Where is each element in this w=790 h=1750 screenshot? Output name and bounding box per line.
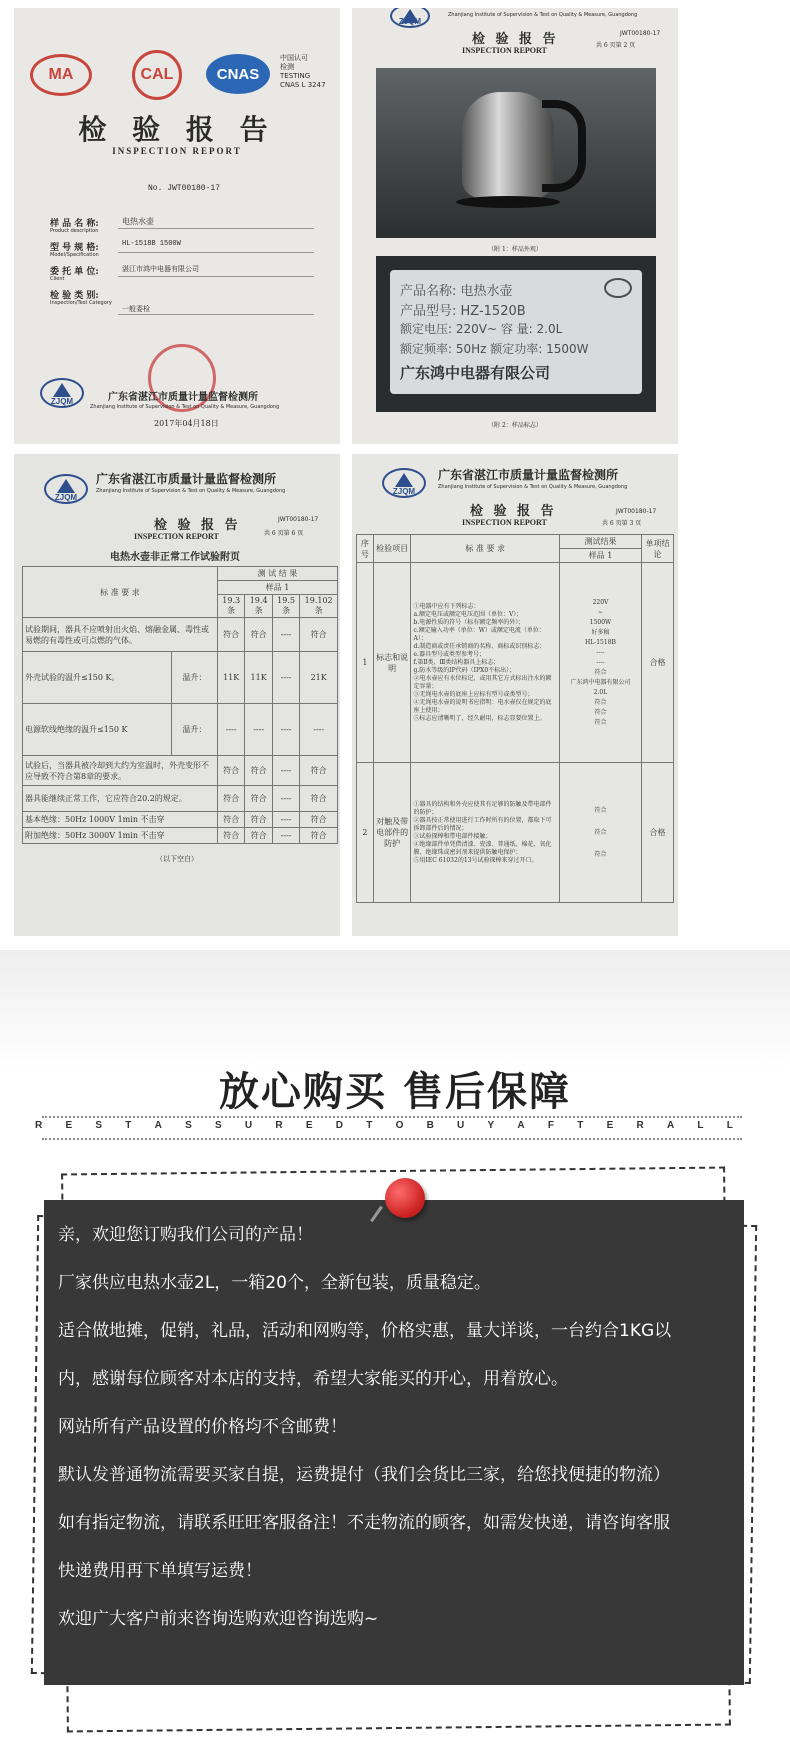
plate-line-voltage: 额定电压: 220V~ 容 量: 2.0L <box>400 322 563 336</box>
req-cell: 试验期间，器具不应喷射出火焰、熔融金属、毒性或易燃的有毒性或可点燃的气体。 <box>23 618 218 652</box>
result-value: 符合 <box>594 668 607 676</box>
kettle-base <box>456 196 560 208</box>
subtitle-letter: E <box>65 1120 75 1131</box>
verdict-cell: 合格 <box>642 563 674 763</box>
value-cell: 符合 <box>300 812 338 828</box>
ccc-mark-icon <box>604 278 632 298</box>
notice-line: 厂家供应电热水壶2L，一箱20个，全新包装，质量稳定。 <box>58 1273 491 1293</box>
header-sample: 样品 1 <box>217 581 337 595</box>
value-cell: 符合 <box>300 756 338 786</box>
table-row <box>23 618 338 652</box>
notice-line: 快递费用再下单填写运费！ <box>58 1561 262 1581</box>
subtitle-letter: Y <box>487 1120 497 1131</box>
subtitle-letter: A <box>666 1120 677 1131</box>
institute-name: 广东省湛江市质量计量监督检测所 <box>438 468 619 482</box>
institute-name-en: Zhanjiang Institute of Supervision & Test on Quality & Measure, Guangdong <box>90 404 280 410</box>
header-result: 测 试 结 果 <box>217 567 337 581</box>
field-value-product: 电热水壶 <box>122 217 154 226</box>
result-value: 1500W <box>589 618 612 626</box>
subtitle-letter: T <box>366 1120 375 1131</box>
subtitle-letter: S <box>215 1120 224 1131</box>
page-title-en: INSPECTION REPORT <box>134 532 219 541</box>
req-cell: 基本绝缘：50Hz 1000V 1min 不击穿 <box>23 812 218 828</box>
field-label-en-model: Model/Specification <box>50 252 99 258</box>
result-value: 广东鸿中电器有限公司 <box>570 678 631 686</box>
header-std: 标 准 要 求 <box>23 567 218 618</box>
req-cell: 外壳试验的温升≤150 K。 <box>23 652 172 704</box>
photo-caption-1: （附 1：样品外观） <box>488 246 542 253</box>
req-cell: 附加绝缘：50Hz 3000V 1min 不击穿 <box>23 828 218 844</box>
field-value-client: 湛江市鸿中电器有限公司 <box>122 265 199 273</box>
plate-line-model: 产品型号: HZ-1520B <box>400 304 526 319</box>
header-no: 序号 <box>357 535 374 563</box>
zjqm-logo: ZJQM <box>44 474 88 504</box>
page-count: 共 6 页第 6 页 <box>264 530 304 537</box>
result-value: 220V <box>592 598 609 606</box>
subtitle-letter: D <box>335 1120 345 1131</box>
photo-caption-2: （附 2：样品标志） <box>488 422 542 429</box>
field-underline <box>118 228 314 229</box>
clause-cell: 19.4条 <box>245 595 272 618</box>
result-value: 符合 <box>594 806 607 814</box>
page-title-en: INSPECTION REPORT <box>462 518 547 527</box>
subtitle-letter: T <box>125 1120 134 1131</box>
result-value: 符合 <box>594 718 607 726</box>
zjqm-logo: ZJQM <box>382 468 426 498</box>
notice-line: 默认发普通物流需要买家自提，运费提付（我们会货比三家，给您找便捷的物流） <box>58 1465 670 1485</box>
result-cell <box>559 763 641 903</box>
field-value-model: HL-1518B 1500W <box>122 240 181 248</box>
field-label-en-category: Inspection/Test Category <box>50 300 112 306</box>
guarantee-title: 放心购买 售后保障 <box>219 1069 571 1115</box>
value-cell: 符合 <box>217 812 244 828</box>
req-cell: 试验后，当器具被冷却到大约为室温时，外壳变形不应导致不符合第8章的要求。 <box>23 756 218 786</box>
subtitle-letter: T <box>577 1120 586 1131</box>
table-row <box>23 828 338 844</box>
page-title: 检 验 报 告 <box>470 504 557 519</box>
value-cell: ---- <box>272 756 299 786</box>
page-count: 共 6 页第 2 页 <box>596 42 636 49</box>
report-cover-photo <box>14 8 340 444</box>
field-label-en-client: Client <box>50 276 65 282</box>
cnas-cert-text: 中国认可 检测 TESTING CNAS L 3247 <box>280 54 326 89</box>
pushpin-icon <box>385 1178 425 1218</box>
result-value: 好多稿 <box>591 628 610 636</box>
page-report-no: JWT00180-17 <box>278 516 319 523</box>
table-header-row <box>357 535 674 549</box>
page-header-en: Zhanjiang Institute of Supervision & Test on Quality & Measure, Guangdong <box>448 12 638 18</box>
notice-line: 亲，欢迎您订购我们公司的产品！ <box>58 1225 313 1245</box>
page-count: 共 6 页第 3 页 <box>602 520 642 527</box>
zjqm-logo: ZJQM <box>40 378 84 408</box>
result-value: ---- <box>596 648 605 656</box>
abnormal-test-table <box>22 566 338 844</box>
field-label-en-product: Product description <box>50 228 99 234</box>
sub-cell: 温升： <box>172 704 218 756</box>
notice-line: 适合做地摊，促销，礼品，活动和网购等，价格实惠，量大详谈，一台约合1KG以 <box>58 1321 672 1341</box>
plate-line-name: 产品名称: 电热水壶 <box>400 284 513 299</box>
field-label-category: 检 验 类 别: <box>50 291 99 301</box>
value-cell: 21K <box>300 652 338 704</box>
field-value-category: 一般委检 <box>122 305 150 313</box>
kettle-photo <box>376 68 656 238</box>
institute-name-en: Zhanjiang Institute of Supervision & Test on Quality & Measure, Guangdong <box>96 488 286 494</box>
notice-line: 内，感谢每位顾客对本店的支持，希望大家能买的开心，用着放心。 <box>58 1369 568 1389</box>
subtitle-letter: L <box>697 1120 706 1131</box>
rating-plate-photo <box>376 256 656 412</box>
marking-test-table <box>356 534 674 903</box>
notice-line: 网站所有产品设置的价格均不含邮费！ <box>58 1417 347 1437</box>
result-value: 符合 <box>594 698 607 706</box>
value-cell: ---- <box>272 828 299 844</box>
value-cell: ---- <box>272 618 299 652</box>
plate-line-frequency: 额定频率: 50Hz 额定功率: 1500W <box>400 342 589 356</box>
page-title-en: INSPECTION REPORT <box>462 46 547 55</box>
value-cell: 符合 <box>300 828 338 844</box>
report-date: 2017年04月18日 <box>154 419 219 428</box>
no-cell: 2 <box>357 763 374 903</box>
subtitle-letter: E <box>305 1120 315 1131</box>
field-label-product: 样 品 名 称: <box>50 219 99 229</box>
field-label-model: 型 号 规 格: <box>50 243 99 253</box>
field-underline <box>118 276 314 277</box>
value-cell: ---- <box>217 704 244 756</box>
subtitle-letter: E <box>606 1120 616 1131</box>
notice-line: 如有指定物流，请联系旺旺客服备注！不走物流的顾客，如需发快递，请咨询客服 <box>58 1513 670 1533</box>
table-header-row <box>23 567 338 581</box>
value-cell: ---- <box>300 704 338 756</box>
cover-title: 检 验 报 告 <box>78 113 276 146</box>
page-title: 检 验 报 告 <box>472 32 559 47</box>
req-cell: ①电器中应有下列标志： a.额定电压或额定电压范围（单位：V）； b.电源性质的符号（标有额定频率的外）； c.额定输入功率（单位：W）或额定电流（单位：A）； d.制造商或责任承销商的名称、商标或识别标志； e.器具型号或类型参考号； f.第Ⅱ类、Ⅲ类结构器具上标志； g.防水等级的IP代码（IPX0不标出）； ②电水壶应有水位标记，或用其它方式标出注水的额定容量； ③无绳电水壶的底座上应标有型号或类型号； ④无绳电水壶的说明书应指明：电水壶仅在规定的底座上使用； ⑤标志应清晰明了，经久耐用，标志显要位置上。 <box>411 563 559 763</box>
subtitle-letter: O <box>395 1120 406 1131</box>
cnas-logo: CNAS <box>206 54 270 94</box>
table-row <box>357 763 674 903</box>
result-cell <box>559 563 641 763</box>
table-row <box>23 652 338 704</box>
subtitle-letter: U <box>244 1120 255 1131</box>
rating-plate <box>390 270 642 394</box>
subtitle-letter: F <box>547 1120 556 1131</box>
abnormal-test-page <box>14 454 340 936</box>
value-cell: ---- <box>245 704 272 756</box>
value-cell: 11K <box>217 652 244 704</box>
value-cell: 符合 <box>217 756 244 786</box>
req-cell: 电源软线绝缘的温升≤150 K <box>23 704 172 756</box>
value-cell: 11K <box>245 652 272 704</box>
result-value: ---- <box>596 658 605 666</box>
value-cell: 符合 <box>245 812 272 828</box>
result-value: ~ <box>597 608 603 616</box>
subtitle-letter: A <box>154 1120 164 1131</box>
dotted-divider-bottom <box>42 1138 742 1140</box>
field-label-client: 委 托 单 位: <box>50 267 99 277</box>
value-cell: 符合 <box>217 618 244 652</box>
clause-cell: 19.102条 <box>300 595 338 618</box>
institute-name: 广东省湛江市质量计量监督检测所 <box>96 472 277 486</box>
cover-title-en: INSPECTION REPORT <box>112 146 242 156</box>
guarantee-subtitle <box>35 1120 735 1131</box>
sample-photo-page <box>352 8 678 444</box>
cal-seal: CAL <box>132 50 182 100</box>
page-title: 检 验 报 告 <box>154 518 241 533</box>
header-item: 检验项目 <box>373 535 411 563</box>
result-value: HL-1518B <box>585 638 616 646</box>
no-cell: 1 <box>357 563 374 763</box>
dotted-divider-top <box>42 1116 742 1118</box>
header-sample: 样品 1 <box>559 549 641 563</box>
value-cell: 符合 <box>217 828 244 844</box>
cover-report-no: No. JWT00180-17 <box>148 184 221 193</box>
table-row <box>23 812 338 828</box>
value-cell: ---- <box>272 652 299 704</box>
value-cell: 符合 <box>245 828 272 844</box>
result-value: 符合 <box>594 708 607 716</box>
notice-line: 欢迎广大客户前来咨询选购欢迎咨询选购~ <box>58 1609 379 1629</box>
field-underline <box>118 252 314 253</box>
institute-name-en: Zhanjiang Institute of Supervision & Test on Quality & Measure, Guangdong <box>438 484 628 490</box>
value-cell: ---- <box>272 812 299 828</box>
item-cell: 标志和说明 <box>373 563 411 763</box>
verdict-cell: 合格 <box>642 763 674 903</box>
value-cell: ---- <box>272 786 299 812</box>
blank-footer: （以下空白） <box>156 855 198 863</box>
field-underline <box>118 314 314 315</box>
page-report-no: JWT00180-17 <box>616 508 657 515</box>
req-cell: 器具能继续正常工作，它应符合20.2的规定。 <box>23 786 218 812</box>
subtitle-letter: S <box>185 1120 194 1131</box>
value-cell: 符合 <box>245 786 272 812</box>
result-value: 符合 <box>594 828 607 836</box>
header-verdict: 单项结论 <box>642 535 674 563</box>
subtitle-letter: U <box>457 1120 467 1131</box>
marking-test-page <box>352 454 678 936</box>
table-row <box>23 756 338 786</box>
page-subtitle: 电热水壶非正常工作试验附页 <box>110 552 240 563</box>
ma-seal: MA <box>30 54 92 96</box>
value-cell: 符合 <box>245 756 272 786</box>
value-cell: 符合 <box>300 618 338 652</box>
value-cell: 符合 <box>245 618 272 652</box>
clause-cell: 19.5条 <box>272 595 299 618</box>
plate-line-maker: 广东鸿中电器有限公司 <box>400 364 551 382</box>
value-cell: 符合 <box>217 786 244 812</box>
subtitle-letter: R <box>35 1120 45 1131</box>
header-result: 测试结果 <box>559 535 641 549</box>
subtitle-letter: B <box>426 1120 436 1131</box>
subtitle-letter: S <box>95 1120 105 1131</box>
institute-name: 广东省湛江市质量计量监督检测所 <box>108 392 258 403</box>
subtitle-letter: A <box>517 1120 527 1131</box>
subtitle-letter: R <box>275 1120 285 1131</box>
subtitle-letter: L <box>726 1120 735 1131</box>
kettle-body <box>462 92 554 198</box>
subtitle-letter: R <box>636 1120 646 1131</box>
value-cell: 符合 <box>300 786 338 812</box>
sub-cell: 温升： <box>172 652 218 704</box>
table-row <box>23 786 338 812</box>
notice-board <box>44 1200 744 1685</box>
header-req: 标 准 要 求 <box>411 535 559 563</box>
page-report-no: JWT00180-17 <box>620 30 661 37</box>
clause-cell: 19.3条 <box>217 595 244 618</box>
table-row <box>23 704 338 756</box>
kettle-handle <box>542 100 586 192</box>
table-row <box>357 563 674 763</box>
value-cell: ---- <box>272 704 299 756</box>
item-cell: 对触及带电部件的防护 <box>373 763 411 903</box>
result-value: 符合 <box>594 850 607 858</box>
result-value: 2.0L <box>593 688 608 696</box>
req-cell: ①器具的结构和外壳应使其有足够的防触及带电部件的防护； ②器具按正常使用进行工作时所有的位置，都取下可拆卸部件后的情况； ③试验探棒和带电部件接触； ④绝缘部件单凭借清漆、瓷漆、普通纸、棉花、氧化膜、绝缘珠或密封剂来提供防触电保护； ⑤用IEC 61032的13号试验探棒来穿过开口。 <box>411 763 559 903</box>
zjqm-logo: ZJQM <box>390 8 430 28</box>
